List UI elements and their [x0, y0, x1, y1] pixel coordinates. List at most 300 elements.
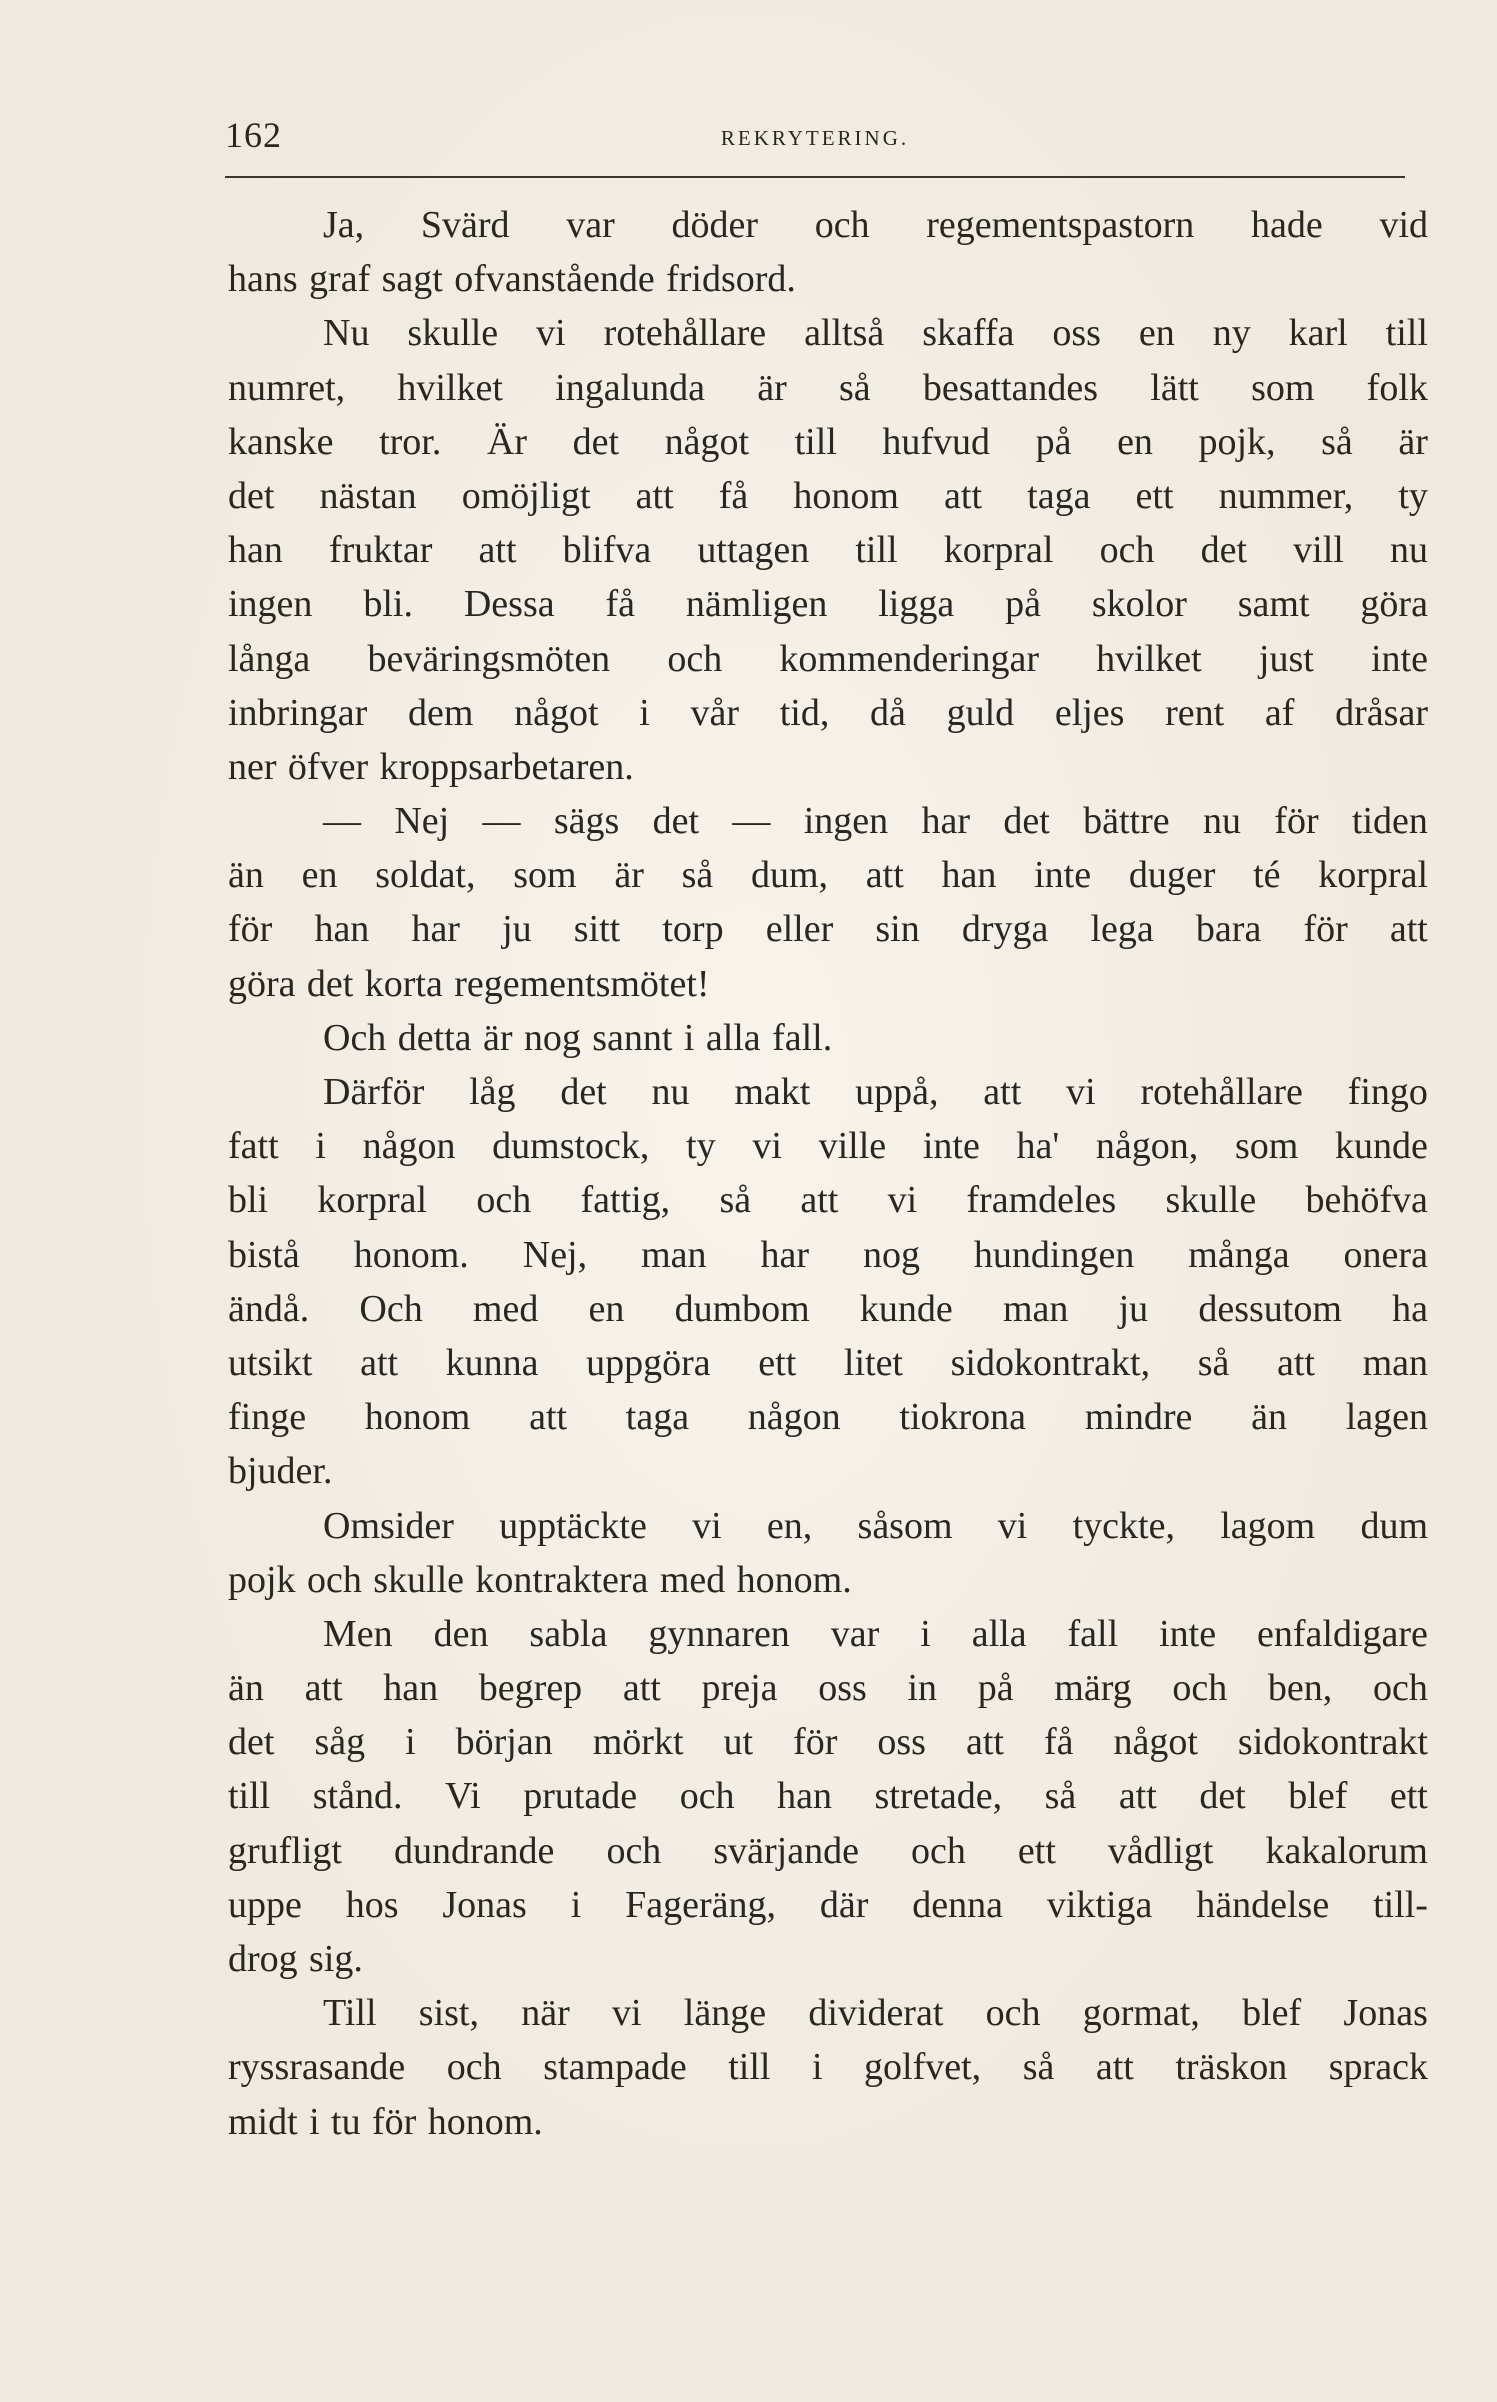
word: taga	[625, 1396, 690, 1439]
word: sannt	[592, 1016, 673, 1059]
word: bli	[228, 1179, 269, 1222]
word: alla	[705, 1016, 761, 1059]
word: kanske	[228, 420, 334, 463]
word: dumstock,	[492, 1125, 650, 1168]
word: ty	[686, 1125, 716, 1168]
running-head: REKRYTERING.	[720, 126, 910, 150]
word: sägs	[553, 800, 620, 843]
word: pojk	[228, 1558, 296, 1601]
word: rotehållare	[1140, 1071, 1303, 1113]
word: var	[566, 204, 615, 246]
word: tid,	[779, 691, 830, 734]
word: ju	[502, 908, 532, 951]
word: att	[1389, 908, 1428, 951]
word: i	[405, 1721, 416, 1764]
text-line	[228, 469, 1428, 523]
word: ingen	[228, 583, 313, 626]
word: bara	[1195, 908, 1262, 951]
word: Omsider	[323, 1504, 454, 1547]
word: och	[910, 1829, 966, 1872]
text-line	[228, 1011, 1428, 1065]
word: att	[1095, 2046, 1134, 2089]
word: som	[1234, 1125, 1299, 1168]
word: denna	[912, 1883, 1003, 1926]
word: en	[1138, 312, 1175, 355]
word: inbringar	[228, 691, 368, 734]
word: soldat,	[375, 854, 476, 897]
word: såg	[314, 1721, 366, 1764]
word: få	[1043, 1721, 1074, 1764]
word: korta	[364, 962, 443, 1005]
word: något	[514, 691, 599, 734]
text-line	[228, 415, 1428, 469]
word: —	[732, 800, 771, 843]
word: sig.	[309, 1938, 363, 1980]
word: korpral	[317, 1179, 428, 1222]
word: taga	[1027, 474, 1091, 517]
word: guld	[946, 691, 1015, 734]
word: det	[1200, 529, 1248, 572]
word: sin	[875, 908, 920, 951]
word: korpral	[1318, 854, 1428, 897]
word: inte	[1370, 637, 1428, 680]
word: ligga	[878, 583, 955, 626]
word: blifva	[562, 529, 652, 572]
header-rule	[225, 176, 1405, 178]
word: blef	[1288, 1775, 1348, 1818]
page-header	[225, 108, 1405, 172]
word: ut	[723, 1721, 754, 1764]
word: det	[1199, 1775, 1246, 1818]
word: nämligen	[685, 583, 828, 626]
word: nu	[651, 1071, 690, 1113]
word: vådligt	[1107, 1829, 1214, 1872]
word: kakalorum	[1265, 1829, 1428, 1872]
word: för	[1303, 908, 1348, 951]
word: ty	[1398, 474, 1428, 517]
word: dividerat	[808, 1992, 944, 2035]
word: alla	[971, 1612, 1027, 1655]
word: i	[309, 2100, 320, 2143]
word: till	[728, 2046, 771, 2089]
word: som	[513, 854, 577, 897]
text-line	[228, 1878, 1428, 1932]
text-line	[228, 361, 1428, 415]
word: litet	[843, 1341, 903, 1384]
word: Nu	[323, 312, 370, 355]
word: té	[1253, 854, 1281, 897]
word: dum,	[750, 854, 829, 897]
text-line	[228, 1607, 1428, 1661]
word: han	[383, 1667, 439, 1710]
word: enfaldigare	[1257, 1612, 1428, 1655]
word: låg	[469, 1071, 516, 1113]
word: har	[411, 908, 460, 951]
word: att	[865, 854, 904, 897]
word: man	[1002, 1287, 1069, 1330]
word: ha'	[1016, 1125, 1060, 1168]
word: ett	[1135, 474, 1174, 517]
word: ben,	[1267, 1667, 1333, 1710]
word: regementsmötet!	[454, 962, 710, 1005]
word: fattig,	[580, 1179, 671, 1222]
word: än	[228, 1667, 264, 1710]
word: än	[1251, 1396, 1287, 1439]
word: uppgöra	[586, 1341, 711, 1384]
text-line	[228, 1336, 1428, 1390]
word: så	[839, 366, 871, 409]
word: oss	[818, 1667, 867, 1710]
word: fingo	[1347, 1071, 1428, 1113]
word: någon	[747, 1396, 841, 1439]
word: dundrande	[394, 1829, 555, 1872]
word: som	[1251, 366, 1315, 409]
text-line	[228, 306, 1428, 360]
word: dum	[1360, 1504, 1428, 1547]
word: preja	[701, 1667, 778, 1710]
text-line	[228, 794, 1428, 848]
word: inte	[922, 1125, 980, 1168]
word: samt	[1237, 583, 1310, 626]
word: Vi	[444, 1775, 481, 1818]
word: regementspastorn	[926, 204, 1195, 246]
word: sabla	[529, 1612, 608, 1655]
text-line	[228, 1769, 1428, 1823]
word: honom.	[353, 1233, 469, 1276]
word: träskon	[1175, 2046, 1288, 2089]
word: kontraktera	[475, 1558, 649, 1601]
word: Till	[323, 1992, 377, 2035]
word: sidokontrakt	[1237, 1721, 1428, 1764]
text-line	[228, 1065, 1428, 1119]
word: korpral	[943, 529, 1054, 572]
word: i	[683, 1016, 695, 1059]
word: tu	[331, 2100, 361, 2143]
text-line	[228, 1499, 1428, 1553]
word: vi	[997, 1504, 1028, 1547]
word: så	[719, 1179, 752, 1222]
word: —	[482, 800, 521, 843]
word: golfvet,	[864, 2046, 982, 2089]
word: nästan	[319, 474, 417, 517]
word: att	[944, 474, 983, 517]
word: stånd.	[312, 1775, 403, 1818]
word: dryga	[961, 908, 1049, 951]
word: honom	[364, 1396, 471, 1439]
word: ha	[1392, 1287, 1428, 1330]
word: och	[985, 1992, 1041, 2035]
word: och	[606, 1829, 662, 1872]
word: såsom	[857, 1504, 953, 1547]
word: det	[572, 420, 620, 463]
word: att	[983, 1071, 1022, 1113]
word: midt	[228, 2100, 298, 2143]
word: man	[1362, 1341, 1428, 1384]
text-line	[228, 686, 1428, 740]
word: inte	[1034, 854, 1092, 897]
word: när	[521, 1992, 570, 2035]
word: just	[1258, 637, 1314, 680]
word: onera	[1343, 1233, 1428, 1276]
word: graf	[309, 258, 371, 301]
word: dråsar	[1335, 691, 1428, 734]
word: gynnaren	[648, 1612, 790, 1655]
word: hvilket	[397, 366, 503, 409]
word: i	[639, 691, 650, 734]
text-line	[228, 1173, 1428, 1227]
text-line	[228, 1228, 1428, 1282]
word: så	[1022, 2046, 1055, 2089]
word: fall	[1067, 1612, 1119, 1655]
word: ändå.	[228, 1287, 310, 1330]
word: på	[1005, 583, 1041, 626]
word: det	[228, 1721, 275, 1764]
word: dem	[407, 691, 474, 734]
word: oss	[877, 1721, 926, 1764]
word: att	[360, 1341, 399, 1384]
word: länge	[683, 1992, 767, 2035]
word: göra	[228, 962, 296, 1005]
word: Svärd	[420, 204, 510, 246]
word: på	[977, 1667, 1014, 1710]
word: begrep	[478, 1667, 583, 1710]
word: kunna	[445, 1341, 539, 1384]
word: finge	[228, 1396, 307, 1439]
word: och	[679, 1775, 735, 1818]
word: med	[472, 1287, 539, 1330]
word: och	[306, 1558, 362, 1601]
word: något	[1113, 1721, 1198, 1764]
word: stampade	[543, 2046, 687, 2089]
word: Nej	[394, 800, 450, 843]
word: få	[718, 474, 749, 517]
word: —	[323, 800, 361, 843]
word: vi	[692, 1504, 722, 1547]
word: grufligt	[228, 1829, 342, 1872]
word: och	[476, 1179, 532, 1222]
word: mörkt	[592, 1721, 684, 1764]
word: fruktar	[329, 529, 433, 572]
word: dumbom	[674, 1287, 810, 1330]
word: han	[777, 1775, 832, 1818]
word: viktiga	[1046, 1883, 1153, 1926]
word: ett	[758, 1341, 797, 1384]
word: kommenderingar	[779, 637, 1039, 680]
word: få	[605, 583, 636, 626]
word: fatt	[228, 1125, 279, 1168]
text-line	[228, 957, 1428, 1011]
word: att	[1118, 1775, 1157, 1818]
word: en,	[766, 1504, 813, 1547]
word: för	[1274, 800, 1319, 843]
word: sist,	[418, 1992, 479, 2035]
word: att	[1276, 1341, 1315, 1384]
word: skaffa	[922, 312, 1015, 355]
word: och	[814, 204, 870, 246]
word: så	[1321, 420, 1353, 463]
word: Och	[359, 1287, 423, 1330]
word: i	[920, 1612, 931, 1655]
word: Jonas	[1343, 1992, 1428, 2035]
word: folk	[1366, 366, 1428, 409]
text-line	[228, 1715, 1428, 1769]
word: tror.	[379, 420, 442, 463]
word: det	[560, 1071, 607, 1113]
word: Jonas	[442, 1883, 527, 1926]
text-line	[228, 2040, 1428, 2094]
word: hundingen	[973, 1233, 1135, 1276]
word: så	[681, 854, 714, 897]
word: lätt	[1150, 366, 1199, 409]
word: dessutom	[1198, 1287, 1342, 1330]
word: tiokrona	[899, 1396, 1027, 1439]
word: skulle	[373, 1558, 464, 1601]
word: hvilket	[1096, 637, 1202, 680]
word: oss	[1052, 312, 1101, 355]
word: det	[652, 800, 700, 843]
word: ett	[1017, 1829, 1056, 1872]
text-line	[228, 1282, 1428, 1336]
word: lega	[1090, 908, 1154, 951]
word: sprack	[1328, 2046, 1428, 2089]
word: drog	[228, 1938, 298, 1980]
word: nog	[862, 1233, 920, 1276]
word: in	[907, 1667, 938, 1710]
page-number: 162	[225, 115, 282, 155]
word: karl	[1288, 312, 1348, 355]
word: vill	[1293, 529, 1344, 572]
word: döder	[671, 204, 758, 246]
word: att	[965, 1721, 1004, 1764]
word: han	[941, 854, 997, 897]
word: bli.	[363, 583, 413, 626]
word: inte	[1159, 1612, 1217, 1655]
word: då	[870, 691, 906, 734]
text-line	[228, 198, 1428, 252]
word: ny	[1212, 312, 1251, 355]
word: att	[304, 1667, 343, 1710]
word: är	[482, 1016, 513, 1059]
word: för	[228, 908, 273, 951]
word: och	[1099, 529, 1155, 572]
word: kunde	[1335, 1125, 1428, 1168]
word: vår	[690, 691, 740, 734]
word: på	[1035, 420, 1072, 463]
word: hans	[228, 258, 298, 301]
word: Är	[486, 420, 528, 463]
word: Men	[323, 1612, 393, 1655]
word: fridsord.	[666, 258, 796, 301]
word: prutade	[523, 1775, 638, 1818]
word: i	[315, 1125, 326, 1168]
word: hos	[345, 1883, 399, 1926]
word: Ja,	[323, 204, 365, 246]
word: man	[641, 1233, 707, 1276]
word: märg	[1054, 1667, 1132, 1710]
word: uttagen	[697, 529, 810, 572]
word: torp	[662, 908, 724, 951]
word: öfver	[287, 745, 369, 788]
word: tyckte,	[1072, 1504, 1175, 1547]
text-line	[228, 252, 1428, 306]
word: hufvud	[882, 420, 991, 463]
word: något	[664, 420, 750, 463]
word: eller	[765, 908, 834, 951]
word: det	[1003, 800, 1050, 843]
word: af	[1264, 691, 1295, 734]
text-line	[228, 1444, 1428, 1498]
word: var	[830, 1612, 880, 1655]
word: så	[1197, 1341, 1230, 1384]
word: att	[622, 1667, 661, 1710]
word: den	[433, 1612, 489, 1655]
word: Och	[323, 1016, 387, 1059]
word: långa	[228, 637, 311, 680]
word: utsikt	[228, 1341, 313, 1384]
word: skolor	[1091, 583, 1187, 626]
word: behöfva	[1305, 1179, 1428, 1222]
word: blef	[1242, 1992, 1302, 2035]
word: en	[1117, 420, 1153, 463]
word: och	[1372, 1667, 1428, 1710]
word: till	[228, 1775, 271, 1818]
word: där	[819, 1883, 869, 1926]
word: bistå	[228, 1233, 300, 1276]
word: framdeles	[966, 1179, 1117, 1222]
word: att	[529, 1396, 568, 1439]
text-line	[228, 1119, 1428, 1173]
word: duger	[1128, 854, 1216, 897]
word: uppå,	[855, 1071, 939, 1113]
word: kunde	[859, 1287, 953, 1330]
word: är	[614, 854, 644, 897]
text-line	[228, 2095, 1428, 2149]
word: vi	[612, 1992, 642, 2035]
word: vid	[1379, 204, 1428, 246]
text-line	[228, 1661, 1428, 1715]
word: rotehållare	[603, 312, 767, 355]
body-text	[228, 198, 1428, 2149]
word: numret,	[228, 366, 346, 409]
word: till-	[1373, 1883, 1428, 1926]
word: det	[306, 962, 354, 1005]
text-line	[228, 1824, 1428, 1878]
word: fall.	[772, 1016, 833, 1059]
word: till	[855, 529, 898, 572]
word: detta	[397, 1016, 472, 1059]
word: rent	[1165, 691, 1225, 734]
word: Fageräng,	[625, 1883, 777, 1926]
word: vi	[887, 1179, 918, 1222]
word: lagom	[1220, 1504, 1316, 1547]
word: nummer,	[1218, 474, 1354, 517]
word: för	[371, 2100, 417, 2143]
word: ju	[1118, 1287, 1149, 1330]
text-line	[228, 1390, 1428, 1444]
word: och	[1172, 1667, 1228, 1710]
text-line	[228, 848, 1428, 902]
word: är	[1398, 420, 1428, 463]
word: någon	[362, 1125, 456, 1168]
word: början	[455, 1721, 553, 1764]
word: besattandes	[922, 366, 1099, 409]
word: skulle	[1165, 1179, 1257, 1222]
text-line	[228, 1932, 1428, 1986]
word: ingalunda	[555, 366, 706, 409]
word: svärjande	[713, 1829, 859, 1872]
word: nu	[1389, 529, 1428, 572]
word: ville	[818, 1125, 887, 1168]
